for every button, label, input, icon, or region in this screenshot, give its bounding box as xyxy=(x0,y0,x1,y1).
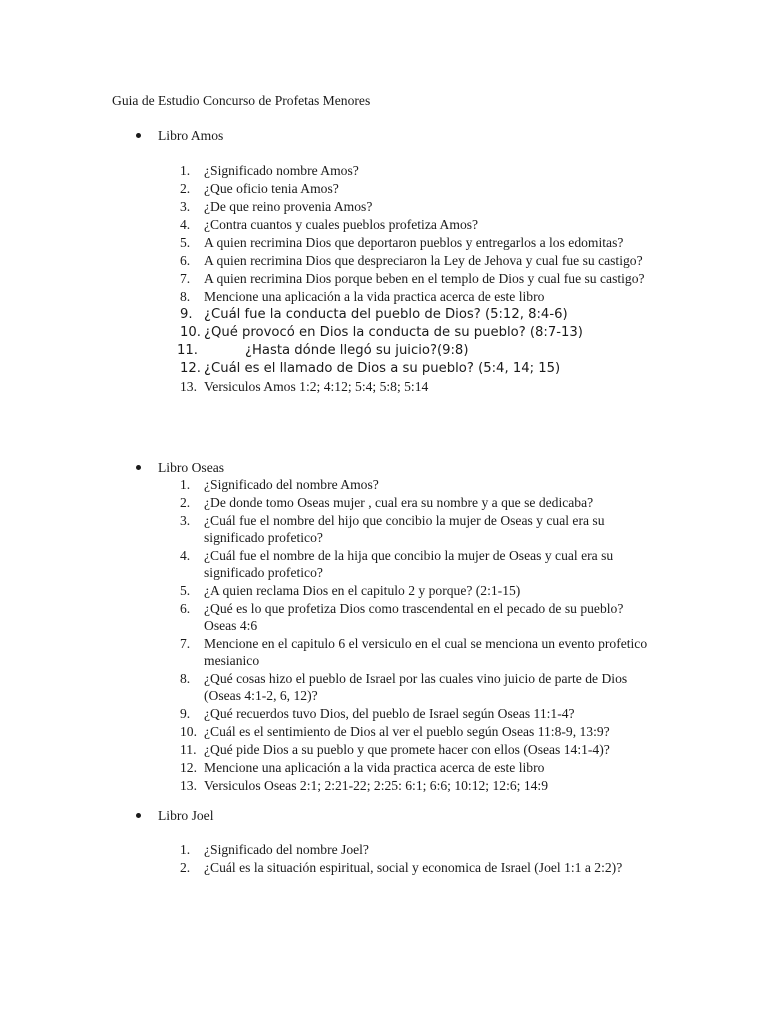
section-heading-label: Libro Oseas xyxy=(158,460,225,475)
list-item xyxy=(180,600,650,634)
item-number: 8. xyxy=(180,289,191,304)
item-number: 4. xyxy=(180,217,191,232)
item-number: 3. xyxy=(180,199,191,214)
item-number: 6. xyxy=(180,253,191,268)
item-text: ¿Cuál fue el nombre del hijo que concibio la mujer de Oseas y cual era su significado profetico? xyxy=(204,513,605,545)
item-text: A quien recrimina Dios que despreciaron la Ley de Jehova y cual fue su castigo? xyxy=(204,253,643,268)
item-number: 11. xyxy=(180,742,197,757)
item-text: ¿Significado del nombre Amos? xyxy=(204,477,379,492)
list-item xyxy=(180,234,650,251)
item-text: Mencione en el capitulo 6 el versiculo en el cual se menciona un evento profetico mesianico xyxy=(204,636,648,668)
item-text: ¿Cuál fue la conducta del pueblo de Dios? (5:12, 8:4-6) xyxy=(204,307,568,322)
item-number: 1. xyxy=(180,842,191,857)
list-item xyxy=(180,859,650,876)
list-item xyxy=(180,512,650,546)
item-number: 10. xyxy=(180,325,201,340)
item-number: 3. xyxy=(180,513,191,528)
question-list xyxy=(180,841,650,877)
question-list xyxy=(180,476,650,795)
bullet-icon xyxy=(136,133,141,138)
item-text: Versiculos Amos 1:2; 4:12; 5:4; 5:8; 5:14 xyxy=(204,379,429,394)
section-heading-label: Libro Amos xyxy=(158,128,224,143)
item-text: ¿Qué es lo que profetiza Dios como trascendental en el pecado de su pueblo? Oseas 4:6 xyxy=(204,601,624,633)
section-heading-label: Libro Joel xyxy=(158,808,214,823)
list-item xyxy=(180,741,650,758)
list-item xyxy=(180,252,650,269)
item-number: 7. xyxy=(180,636,191,651)
item-number: 7. xyxy=(180,271,191,286)
list-item xyxy=(180,162,650,179)
list-item xyxy=(180,360,650,377)
item-text: ¿Cuál fue el nombre de la hija que concibio la mujer de Oseas y cual era su significado profetico? xyxy=(204,548,614,580)
item-text: ¿Contra cuantos y cuales pueblos profetiza Amos? xyxy=(204,217,479,232)
list-item xyxy=(180,306,650,323)
item-number: 13. xyxy=(180,778,197,793)
item-text: ¿Qué pide Dios a su pueblo y que promete hacer con ellos (Oseas 14:1-4)? xyxy=(204,742,610,757)
item-number: 13. xyxy=(180,379,197,394)
item-number: 6. xyxy=(180,601,191,616)
list-item xyxy=(180,582,650,599)
item-number: 1. xyxy=(180,163,191,178)
item-number: 8. xyxy=(180,671,191,686)
item-number: 5. xyxy=(180,583,191,598)
question-list xyxy=(177,162,650,396)
item-text: Versiculos Oseas 2:1; 2:21-22; 2:25: 6:1; 6:6; 10:12; 12:6; 14:9 xyxy=(204,778,548,793)
item-text: A quien recrimina Dios porque beben en el templo de Dios y cual fue su castigo? xyxy=(204,271,645,286)
item-number: 4. xyxy=(180,548,191,563)
item-text: ¿Que oficio tenia Amos? xyxy=(204,181,339,196)
list-item xyxy=(180,476,650,493)
list-item xyxy=(180,180,650,197)
list-item xyxy=(180,288,650,305)
bullet-icon xyxy=(136,813,141,818)
item-text: ¿Qué provocó en Dios la conducta de su pueblo? (8:7-13) xyxy=(204,325,583,340)
item-text: A quien recrimina Dios que deportaron pueblos y entregarlos a los edomitas? xyxy=(204,235,624,250)
list-item xyxy=(180,547,650,581)
list-item xyxy=(180,723,650,740)
item-number: 12. xyxy=(180,760,197,775)
item-text: ¿De que reino provenia Amos? xyxy=(204,199,373,214)
item-text: ¿A quien reclama Dios en el capitulo 2 y porque? (2:1-15) xyxy=(204,583,521,598)
item-text: ¿Cuál es el llamado de Dios a su pueblo? (5:4, 14; 15) xyxy=(204,361,561,376)
item-number: 5. xyxy=(180,235,191,250)
item-text: ¿Hasta dónde llegó su juicio?(9:8) xyxy=(245,343,469,358)
item-number: 9. xyxy=(180,307,193,322)
item-number: 9. xyxy=(180,706,191,721)
item-number: 2. xyxy=(180,860,191,875)
list-item xyxy=(180,378,650,395)
list-item xyxy=(180,324,650,341)
item-number: 2. xyxy=(180,181,191,196)
item-text: ¿Cuál es la situación espiritual, social y economica de Israel (Joel 1:1 a 2:2)? xyxy=(204,860,623,875)
bullet-icon xyxy=(136,465,141,470)
item-text: ¿De donde tomo Oseas mujer , cual era su nombre y a que se dedicaba? xyxy=(204,495,594,510)
item-text: ¿Significado nombre Amos? xyxy=(204,163,359,178)
item-text: ¿Qué recuerdos tuvo Dios, del pueblo de Israel según Oseas 11:1-4? xyxy=(204,706,575,721)
item-text: Mencione una aplicación a la vida practica acerca de este libro xyxy=(204,289,545,304)
list-item xyxy=(180,198,650,215)
item-text: ¿Significado del nombre Joel? xyxy=(204,842,369,857)
item-number: 1. xyxy=(180,477,191,492)
list-item xyxy=(180,777,650,794)
document-title: Guia de Estudio Concurso de Profetas Menores xyxy=(112,93,371,108)
item-number: 2. xyxy=(180,495,191,510)
list-item xyxy=(180,670,650,704)
list-item xyxy=(177,342,650,359)
list-item xyxy=(180,635,650,669)
item-number: 12. xyxy=(180,361,201,376)
list-item xyxy=(180,759,650,776)
list-item xyxy=(180,841,650,858)
list-item xyxy=(180,494,650,511)
item-text: Mencione una aplicación a la vida practica acerca de este libro xyxy=(204,760,545,775)
item-number: 10. xyxy=(180,724,197,739)
list-item xyxy=(180,705,650,722)
item-text: ¿Qué cosas hizo el pueblo de Israel por las cuales vino juicio de parte de Dios (Oseas 4:1-2, 6, 12)? xyxy=(204,671,628,703)
item-number: 11. xyxy=(177,343,198,358)
item-text: ¿Cuál es el sentimiento de Dios al ver el pueblo según Oseas 11:8-9, 13:9? xyxy=(204,724,610,739)
list-item xyxy=(180,216,650,233)
list-item xyxy=(180,270,650,287)
